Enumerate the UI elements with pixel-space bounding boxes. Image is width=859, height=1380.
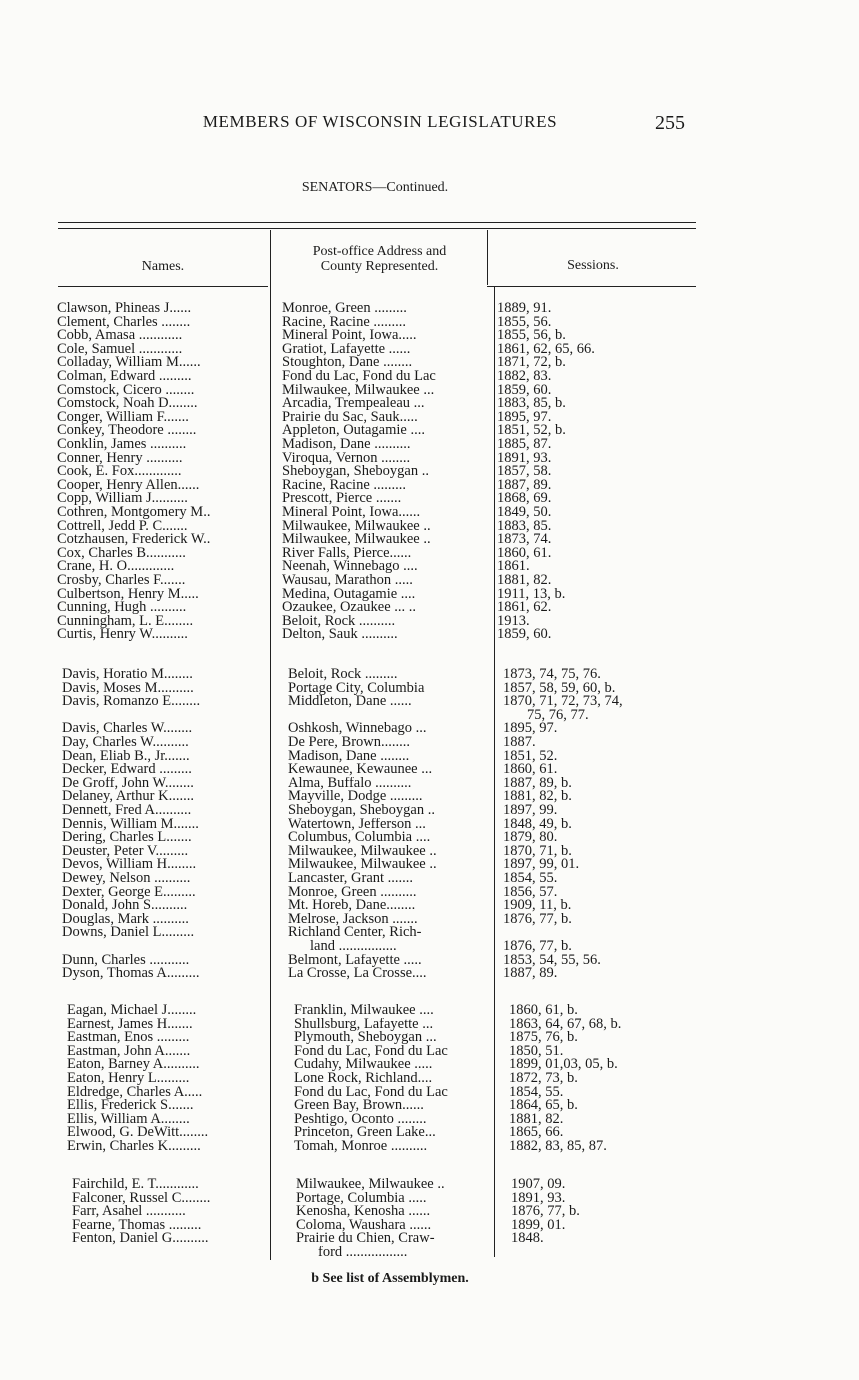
post-office-address: De Pere, Brown........ [288,736,411,750]
post-office-address: Peshtigo, Oconto ........ [294,1112,427,1127]
senator-name: De Groff, John W........ [62,776,194,791]
senator-name: Cottrell, Jedd P. C....... [57,519,188,534]
post-office-address: Milwaukee, Milwaukee .. [282,533,431,547]
post-office-address: Plymouth, Sheboygan ... [294,1031,437,1045]
sessions-served: 1854, 55. [503,872,558,886]
post-office-address: Sheboygan, Sheboygan .. [282,465,429,479]
senator-name: Falconer, Russel C........ [72,1191,211,1206]
sessions-served: 1879, 80. [503,831,558,845]
post-office-address: Stoughton, Dane ........ [282,356,413,370]
senator-name: Cothren, Montgomery M.. [57,506,211,520]
sessions-served: 1848. [511,1232,544,1246]
post-office-address: Milwaukee, Milwaukee .. [288,844,437,859]
sessions-served: 1913. [497,614,530,629]
post-office-address: Milwaukee, Milwaukee .. [282,519,431,534]
senator-name: Conger, William F....... [57,410,189,425]
sessions-served: 1860, 61, b. [509,1004,578,1018]
senator-name: Cobb, Amasa ............ [57,329,183,343]
senator-name: Fearne, Thomas ......... [72,1218,202,1233]
senator-name: Farr, Asahel ........... [72,1205,186,1219]
sessions-served: 1870, 71, 72, 73, 74, [503,695,623,709]
senator-name: Dennett, Fred A.......... [62,804,192,818]
sessions-served: 1851, 52. [503,749,558,764]
senator-name: Curtis, Henry W.......... [57,628,188,642]
post-office-address: Milwaukee, Milwaukee .. [296,1178,445,1192]
sessions-served: 1861, 62. [497,601,552,615]
sessions-served: 1899, 01,03, 05, b. [509,1058,618,1072]
senator-name: Clement, Charles ........ [57,315,191,330]
column-header-sessions: Sessions. [567,258,619,273]
senator-name: Colladay, William M...... [57,356,201,370]
sessions-served: 1875, 76, b. [509,1031,578,1045]
senator-name: Comstock, Cicero ........ [57,383,195,398]
section-subtitle: SENATORS—Continued. [301,180,449,195]
senator-name: Cotzhausen, Frederick W.. [57,533,211,547]
post-office-address: Beloit, Rock ......... [288,668,398,682]
senator-name: Davis, Horatio M........ [62,668,193,682]
sessions-served: 1873, 74, 75, 76. [503,668,601,682]
post-office-address: Coloma, Waushara ...... [296,1218,432,1233]
sessions-served: 1887. [503,736,536,750]
table-top-rule [58,222,696,223]
senator-name: Conkey, Theodore ........ [57,424,197,438]
post-office-address: Sheboygan, Sheboygan .. [288,804,435,818]
post-office-address: Monroe, Green .......... [288,885,417,900]
senator-name: Cole, Samuel ............ [57,342,183,357]
running-header: MEMBERS OF WISCONSIN LEGISLATURES [202,112,558,131]
sessions-served: 1863, 64, 67, 68, b. [509,1017,622,1032]
sessions-served: 1861. [497,560,530,574]
post-office-address: Wausau, Marathon ..... [282,574,413,588]
sessions-served: 1850, 51. [509,1044,564,1059]
sessions-served: 1899, 01. [511,1218,566,1233]
senator-name: Eastman, John A....... [67,1044,191,1059]
post-office-address: Belmont, Lafayette ..... [288,953,422,968]
senator-name: Delaney, Arthur K....... [62,790,194,804]
senator-name: Crosby, Charles F....... [57,574,186,588]
sessions-served: 1883, 85, b. [497,397,566,411]
post-office-address: Franklin, Milwaukee .... [294,1004,434,1018]
senator-name: Dean, Eliab B., Jr....... [62,749,190,764]
post-office-address: Portage, Columbia ..... [296,1191,427,1206]
sessions-served: 1860, 61. [497,546,552,561]
senator-name: Donald, John S.......... [62,899,188,913]
post-office-address: Green Bay, Brown...... [294,1099,424,1113]
header-bottom-rule-sessions [487,286,696,287]
senator-name: Eaton, Henry L......... [67,1072,190,1086]
senator-name: Conner, Henry .......... [57,451,183,466]
post-office-address: ford ................. [318,1246,408,1260]
sessions-served: 1897, 99, 01. [503,858,580,872]
sessions-served: 1887, 89. [503,967,558,981]
sessions-served: 1853, 54, 55, 56. [503,953,601,968]
senator-name: Douglas, Mark .......... [62,912,189,927]
post-office-address: Racine, Racine ......... [282,478,407,493]
sessions-served: 1851, 52, b. [497,424,566,438]
post-office-address: Viroqua, Vernon ........ [282,451,411,466]
sessions-served: 75, 76, 77. [527,708,589,723]
senator-name: Ellis, Frederick S....... [67,1099,194,1113]
sessions-served: 1891, 93. [497,451,552,466]
senator-name: Davis, Romanzo E........ [62,695,201,709]
senator-name: Clawson, Phineas J...... [57,302,192,316]
post-office-address: Milwaukee, Milwaukee ... [282,383,435,398]
sessions-served: 1881, 82. [509,1112,564,1127]
senator-name: Dering, Charles L....... [62,831,192,845]
post-office-address: Medina, Outagamie .... [282,587,416,602]
senator-name: Culbertson, Henry M..... [57,587,199,602]
senator-name: Elwood, G. DeWitt........ [67,1126,209,1140]
sessions-served: 1857, 58. [497,465,552,479]
post-office-address: Middleton, Dane ...... [288,695,412,709]
senator-name: Cooper, Henry Allen...... [57,478,200,493]
column-header-names: Names. [141,259,185,274]
post-office-address: Appleton, Outagamie .... [282,424,425,438]
post-office-address: Madison, Dane ........ [288,749,410,764]
sessions-served: 1881, 82. [497,574,552,588]
post-office-address: Prairie du Chien, Craw- [296,1232,435,1246]
senator-name: Eastman, Enos ......... [67,1031,190,1045]
senator-name: Erwin, Charles K......... [67,1140,201,1154]
sessions-served: 1873, 74. [497,533,552,547]
column-header-address-line2: County Represented. [320,259,439,274]
post-office-address: Shullsburg, Lafayette ... [294,1017,434,1032]
post-office-address: Lone Rock, Richland.... [294,1072,433,1086]
sessions-served: 1895, 97. [497,410,552,425]
sessions-served: 1859, 60. [497,383,552,398]
column-header-address [272,244,487,274]
senator-name: Earnest, James H....... [67,1017,193,1032]
post-office-address: Madison, Dane .......... [282,438,411,452]
table-top-rule-2 [58,228,696,229]
senator-name: Eagan, Michael J........ [67,1004,197,1018]
senator-name: Davis, Charles W........ [62,722,193,736]
post-office-address: Milwaukee, Milwaukee .. [288,858,437,872]
post-office-address: Fond du Lac, Fond du Lac [294,1085,448,1100]
sessions-served: 1907, 09. [511,1178,566,1192]
post-office-address: Racine, Racine ......... [282,315,407,330]
sessions-served: 1856, 57. [503,885,558,900]
header-bottom-rule [58,286,268,287]
column-header-address-line1: Post-office Address and [312,244,447,259]
sessions-served: 1854, 55. [509,1085,564,1100]
post-office-address: Mineral Point, Iowa..... [282,329,417,343]
sessions-served: 1895, 97. [503,722,558,736]
senator-name: Davis, Moses M.......... [62,681,194,696]
sessions-served: 1860, 61. [503,763,558,777]
senator-name: Dewey, Nelson .......... [62,872,191,886]
sessions-served: 1859, 60. [497,628,552,642]
post-office-address: Fond du Lac, Fond du Lac [294,1044,448,1059]
sessions-served: 1887, 89. [497,478,552,493]
post-office-address: Portage City, Columbia [288,681,425,696]
footnote: b See list of Assemblymen. [311,1271,469,1286]
sessions-served: 1876, 77, b. [503,940,572,954]
post-office-address: Cudahy, Milwaukee ..... [294,1058,433,1072]
post-office-address: Melrose, Jackson ....... [288,912,418,927]
post-office-address: Oshkosh, Winnebago ... [288,722,427,736]
post-office-address: Princeton, Green Lake... [294,1126,436,1140]
senator-name: Downs, Daniel L......... [62,926,195,940]
senator-name: Decker, Edward ......... [62,763,192,777]
post-office-address: Monroe, Green ......... [282,302,407,316]
senator-name: Dyson, Thomas A......... [62,967,200,981]
sessions-served: 1881, 82, b. [503,790,572,804]
senator-name: Dexter, George E......... [62,885,196,900]
senator-name: Cunningham, L. E........ [57,614,194,629]
sessions-served: 1872, 73, b. [509,1072,578,1086]
senator-name: Dunn, Charles ........... [62,953,190,968]
post-office-address: Kewaunee, Kewaunee ... [288,763,433,777]
senator-name: Colman, Edward ......... [57,370,192,384]
page-number: 255 [655,112,685,134]
post-office-address: land ................ [310,940,397,954]
senator-name: Day, Charles W.......... [62,736,189,750]
senator-name: Fairchild, E. T............ [72,1178,199,1192]
post-office-address: Watertown, Jefferson ... [288,817,426,832]
sessions-served: 1897, 99. [503,804,558,818]
senator-name: Crane, H. O............. [57,560,175,574]
sessions-served: 1848, 49, b. [503,817,572,832]
sessions-served: 1889, 91. [497,302,552,316]
post-office-address: Columbus, Columbia .... [288,831,431,845]
sessions-served: 1883, 85. [497,519,552,534]
senator-name: Eaton, Barney A.......... [67,1058,200,1072]
sessions-served: 1849, 50. [497,506,552,520]
sessions-served: 1911, 13, b. [497,587,566,602]
post-office-address: Gratiot, Lafayette ...... [282,342,411,357]
senator-name: Cox, Charles B........... [57,546,186,561]
post-office-address: Fond du Lac, Fond du Lac [282,370,436,384]
post-office-address: La Crosse, La Crosse.... [288,967,427,981]
senator-name: Conklin, James .......... [57,438,187,452]
sessions-served: 1882, 83. [497,370,552,384]
sessions-served: 1861, 62, 65, 66. [497,342,595,357]
sessions-served: 1876, 77, b. [503,912,572,927]
senator-name: Fenton, Daniel G.......... [72,1232,209,1246]
sessions-served: 1876, 77, b. [511,1205,580,1219]
sessions-served: 1855, 56, b. [497,329,566,343]
post-office-address: Ozaukee, Ozaukee ... .. [282,601,417,615]
post-office-address: Prairie du Sac, Sauk..... [282,410,418,425]
post-office-address: Tomah, Monroe .......... [294,1140,428,1154]
senator-name: Copp, William J.......... [57,492,188,506]
senator-name: Deuster, Peter V......... [62,844,189,859]
post-office-address: Mayville, Dodge ......... [288,790,423,804]
post-office-address: Neenah, Winnebago .... [282,560,418,574]
post-office-address: Prescott, Pierce ....... [282,492,402,506]
senator-name: Ellis, William A........ [67,1112,190,1127]
sessions-served: 1882, 83, 85, 87. [509,1140,607,1154]
sessions-served: 1857, 58, 59, 60, b. [503,681,616,696]
post-office-address: Mt. Horeb, Dane........ [288,899,416,913]
senator-name: Cunning, Hugh .......... [57,601,187,615]
senator-name: Dennis, William M....... [62,817,199,832]
post-office-address: Lancaster, Grant ....... [288,872,414,886]
sessions-served: 1887, 89, b. [503,776,572,791]
post-office-address: Kenosha, Kenosha ...... [296,1205,431,1219]
post-office-address: Beloit, Rock .......... [282,614,396,629]
sessions-served: 1885, 87. [497,438,552,452]
sessions-served: 1891, 93. [511,1191,566,1206]
post-office-address: Delton, Sauk .......... [282,628,398,642]
post-office-address: River Falls, Pierce...... [282,546,412,561]
post-office-address: Mineral Point, Iowa...... [282,506,421,520]
senator-name: Cook, E. Fox............. [57,465,182,479]
sessions-served: 1871, 72, b. [497,356,566,370]
post-office-address: Arcadia, Trempealeau ... [282,397,425,411]
senator-name: Devos, William H........ [62,858,197,872]
post-office-address: Richland Center, Rich- [288,926,422,940]
sessions-served: 1864, 65, b. [509,1099,578,1113]
sessions-served: 1868, 69. [497,492,552,506]
sessions-served: 1865, 66. [509,1126,564,1140]
post-office-address: Alma, Buffalo .......... [288,776,412,791]
senator-name: Eldredge, Charles A..... [67,1085,203,1100]
sessions-served: 1870, 71, b. [503,844,572,859]
column-divider-right [487,230,488,285]
senator-name: Comstock, Noah D........ [57,397,198,411]
sessions-served: 1855, 56. [497,315,552,330]
sessions-served: 1909, 11, b. [503,899,572,913]
